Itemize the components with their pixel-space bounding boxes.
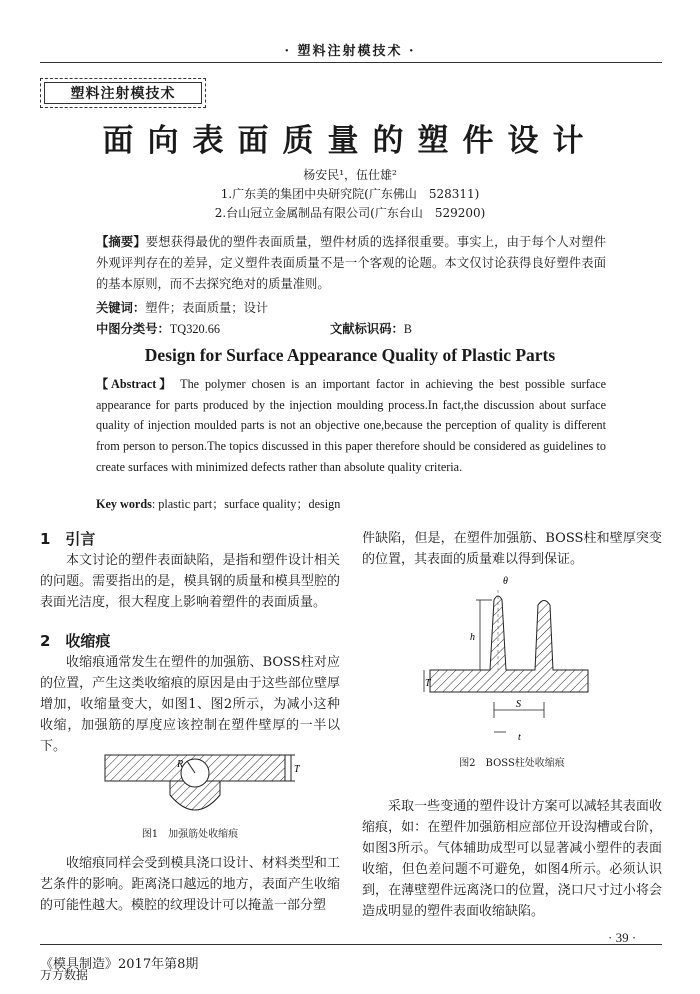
fig2-label-theta: θ bbox=[503, 576, 508, 587]
abstract-zh bbox=[96, 232, 606, 295]
keywords-zh-label: 关键词： bbox=[96, 301, 146, 315]
affiliation-1: 1.广东美的集团中央研究院(广东佛山 528311) bbox=[220, 187, 480, 201]
abstract-zh-text: 要想获得最优的塑件表面质量，塑件材质的选择很重要。事实上，由于每个人对塑件外观评判存在的差异，定义塑件表面质量不是一个客观的论题。本文仅讨论获得良好塑件表面的基本原则，而不去探究绝对的质量准则。 bbox=[96, 235, 606, 291]
section-2-heading: 2 收缩痕 bbox=[40, 632, 111, 650]
right-column-bottom-body: 采取一些变通的塑件设计方案可以减轻其表面收缩痕，如：在塑件加强筋相应部位开设沟槽或台阶，如图3所示。气体辅助成型可以显著减小塑件的表面收缩，但色差问题不可避免，如图4所示。必须认识到，在薄壁塑件远离浇口的位置，浇口尺寸过小将会造成明显的塑件表面收缩缺陷。 bbox=[362, 799, 662, 919]
article-title-zh: 面向表面质量的塑件设计 bbox=[102, 123, 598, 159]
footer-rule bbox=[40, 944, 662, 945]
abstract-en bbox=[96, 374, 606, 478]
clc-number bbox=[96, 319, 220, 337]
fig2-label-t-lower: t bbox=[518, 732, 521, 743]
fig2-label-s: S bbox=[516, 699, 521, 710]
affiliation-2: 2.台山冠立金属制品有限公司(广东台山 529200) bbox=[214, 206, 486, 220]
figure-2-boss-diagram bbox=[420, 570, 595, 750]
section-1-heading: 1 引言 bbox=[40, 530, 96, 548]
article-title-en: Design for Surface Appearance Quality of Plastic Parts bbox=[144, 345, 556, 365]
document-code bbox=[330, 319, 412, 337]
fig1-label-t: T bbox=[294, 764, 300, 775]
keywords-zh-text: 塑件；表面质量；设计 bbox=[145, 301, 269, 315]
figure-1-caption: 图1 加强筋处收缩痕 bbox=[141, 829, 239, 840]
clc-label: 中图分类号： bbox=[96, 322, 170, 336]
figure-1-rib-diagram bbox=[95, 745, 305, 825]
running-header: · 塑料注射模技术 · bbox=[284, 44, 416, 59]
keywords-en bbox=[96, 495, 340, 512]
keywords-en-label: Key words bbox=[96, 497, 152, 511]
fig2-label-t-upper: T bbox=[425, 678, 431, 689]
keywords-zh bbox=[96, 298, 268, 316]
abstract-en-label: 【Abstract】 bbox=[96, 377, 175, 391]
column-tag-label: 塑料注射模技术 bbox=[44, 82, 202, 104]
doc-code-value: B bbox=[403, 322, 412, 336]
figure-2-caption: 图2 BOSS柱处收缩痕 bbox=[459, 758, 565, 769]
column-tag bbox=[40, 78, 206, 108]
abstract-zh-label: 【摘要】 bbox=[96, 235, 146, 249]
watermark: 万方数据 bbox=[40, 968, 89, 982]
header-rule bbox=[40, 62, 662, 63]
clc-value: TQ320.66 bbox=[169, 322, 221, 336]
authors: 杨安民¹，伍仕雄² bbox=[303, 168, 397, 182]
section-1-body: 本文讨论的塑件表面缺陷，是指和塑件设计相关的问题。需要指出的是，模具钢的质量和模具型腔的表面光洁度，很大程度上影响着塑件的表面质量。 bbox=[40, 553, 340, 610]
right-column-top-body: 件缺陷，但是，在塑件加强筋、BOSS柱和壁厚突变的位置，其表面的质量难以得到保证。 bbox=[362, 531, 662, 567]
page-number: · 39 · bbox=[608, 930, 637, 945]
journal-citation: 《模具制造》2017年第8期 bbox=[40, 957, 199, 972]
fig1-label-r: R bbox=[177, 759, 184, 770]
fig2-label-h: h bbox=[470, 632, 475, 643]
doc-code-label: 文献标识码： bbox=[330, 322, 404, 336]
section-2-body: 收缩痕通常发生在塑件的加强筋、BOSS柱对应的位置，产生这类收缩痕的原因是由于这些部位壁厚增加，收缩量变大，如图1、图2所示，为减小这种收缩，加强筋的厚度应该控制在塑件壁厚的一半以下。 bbox=[40, 655, 340, 754]
keywords-en-text: : plastic part；surface quality；design bbox=[151, 497, 341, 511]
abstract-en-text: The polymer chosen is an important factor in achieving the best possible surface appearance for parts produced by the injection moulding process.In fact,the discussion about surface quality of injection moulded parts is not an objective one,because the perception of quality is different from person to person.The topics discussed in this paper therefore should be considered as guidelines to create surfaces with minimized defects rather than absolute quality criteria. bbox=[96, 377, 607, 474]
left-column-continued-body: 收缩痕同样会受到模具浇口设计、材料类型和工艺条件的影响。距离浇口越远的地方，表面产生收缩的可能性越大。模腔的纹理设计可以掩盖一部分塑 bbox=[40, 856, 340, 913]
